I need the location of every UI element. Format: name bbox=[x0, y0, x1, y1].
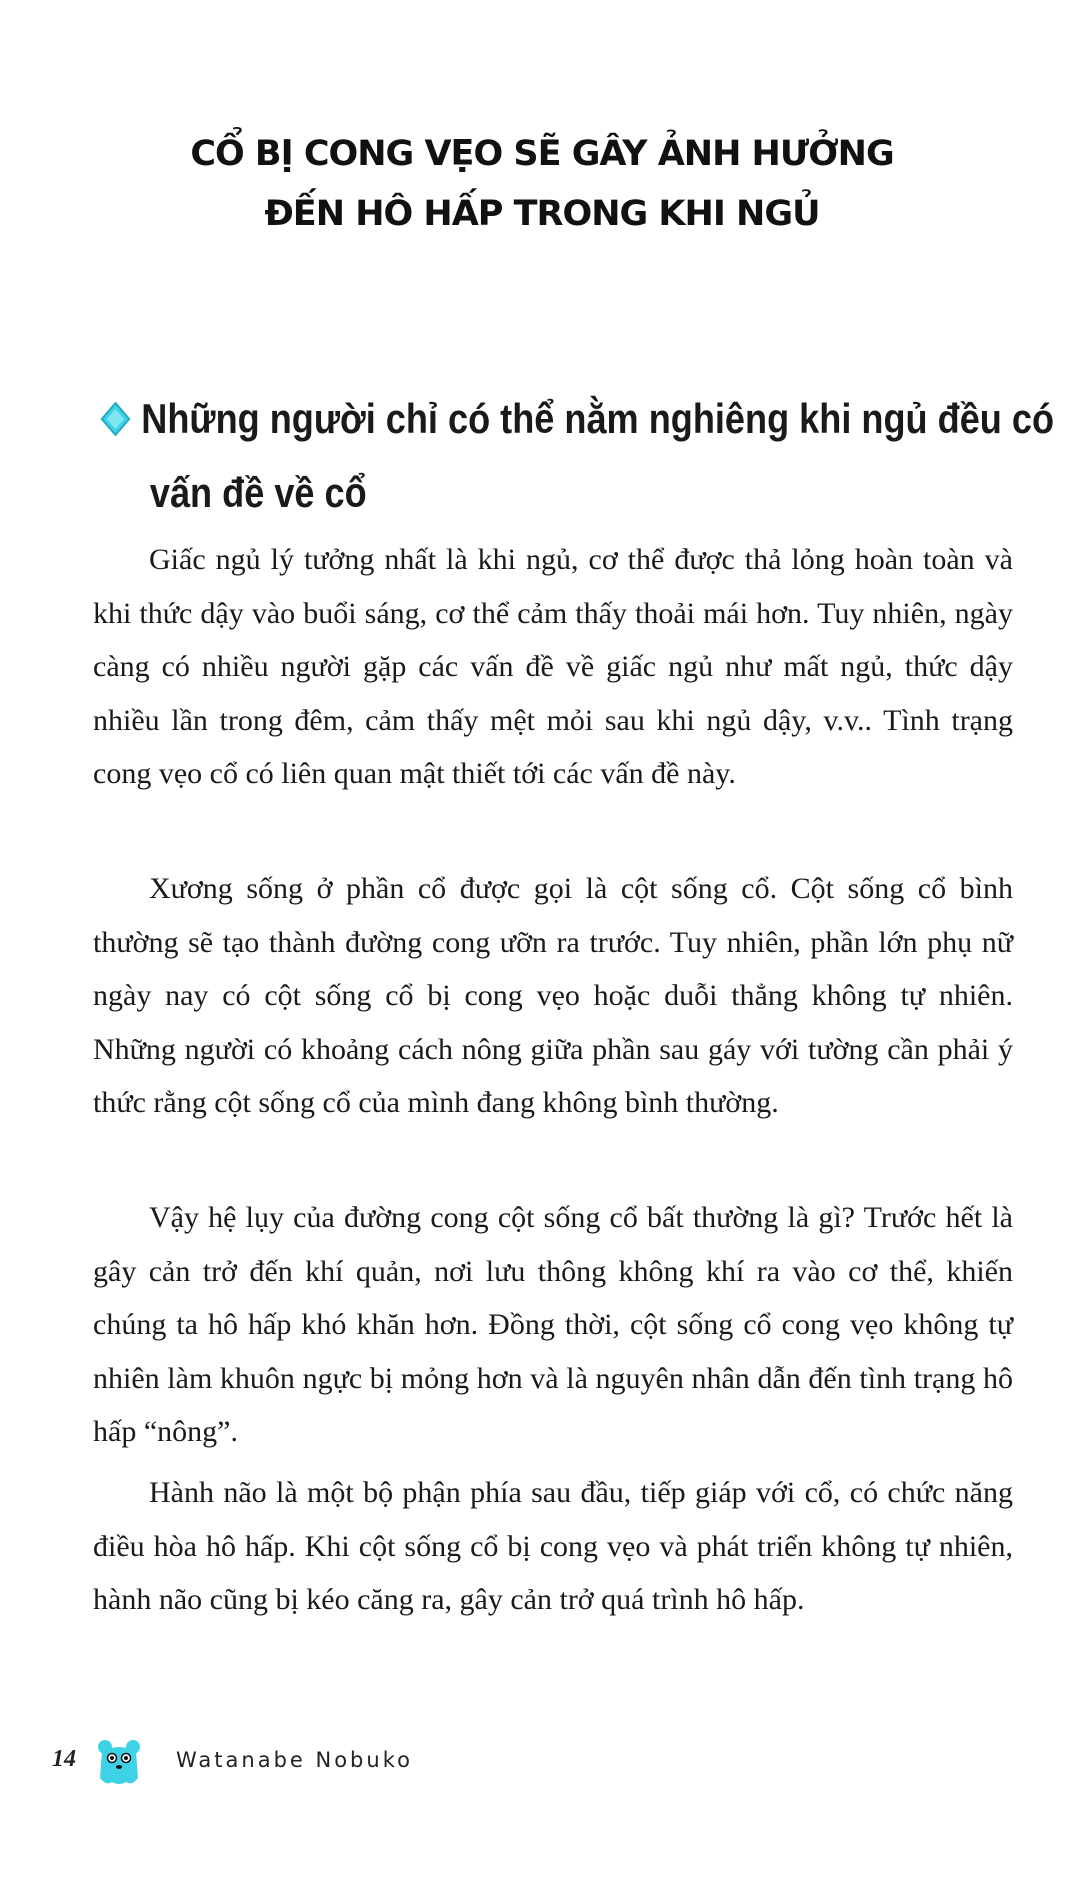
section-heading-line-1 bbox=[100, 382, 1055, 456]
page-number: 14 bbox=[52, 1746, 76, 1772]
section-heading-text-1: Những người chỉ có thể nằm nghiêng khi ngủ đều có bbox=[141, 395, 1055, 442]
paragraph-3 bbox=[93, 1191, 1013, 1459]
paragraph-4 bbox=[93, 1466, 1013, 1627]
chapter-title bbox=[0, 124, 1084, 244]
diamond-icon bbox=[100, 386, 131, 422]
chapter-title-line-2: ĐẾN HÔ HẤP TRONG KHI NGỦ bbox=[264, 194, 820, 234]
paragraph-text: Hành não là một bộ phận phía sau đầu, tiếp giáp với cổ, có chức năng điều hòa hô hấp. Khi cột sống cổ bị cong vẹo và phát triển không tự nhiên, hành não cũng bị kéo căng ra, gây cản trở quá trình hô hấp. bbox=[93, 1476, 1013, 1616]
section-heading-line-2: vấn đề về cổ bbox=[149, 469, 367, 516]
author-name: Watanabe Nobuko bbox=[176, 1748, 413, 1772]
section-heading bbox=[100, 382, 1055, 530]
paragraph-text: Vậy hệ lụy của đường cong cột sống cổ bất thường là gì? Trước hết là gây cản trở đến khí quản, nơi lưu thông không khí ra vào cơ thể, khiến chúng ta hô hấp khó khăn hơn. Đồng thời, cột sống cổ cong vẹo không tự nhiên làm khuôn ngực bị mỏng hơn và là nguyên nhân dẫn đến tình trạng hô hấp “nông”. bbox=[93, 1201, 1013, 1448]
chapter-title-line-1: CỔ BỊ CONG VẸO SẼ GÂY ẢNH HƯỞNG bbox=[190, 134, 894, 174]
paragraph-text: Xương sống ở phần cổ được gọi là cột sống cổ. Cột sống cổ bình thường sẽ tạo thành đường cong ưỡn ra trước. Tuy nhiên, phần lớn phụ nữ ngày nay có cột sống cổ bị cong vẹo hoặc duỗi thẳng không tự nhiên. Những người có khoảng cách nông giữa phần sau gáy với tường cần phải ý thức rằng cột sống cổ của mình đang không bình thường. bbox=[93, 872, 1013, 1119]
page-footer bbox=[52, 1736, 652, 1796]
bear-mascot-icon bbox=[96, 1738, 142, 1788]
paragraph-2 bbox=[93, 862, 1013, 1130]
paragraph-1 bbox=[93, 533, 1013, 801]
paragraph-text: Giấc ngủ lý tưởng nhất là khi ngủ, cơ thể được thả lỏng hoàn toàn và khi thức dậy vào buổi sáng, cơ thể cảm thấy thoải mái hơn. Tuy nhiên, ngày càng có nhiều người gặp các vấn đề về giấc ngủ như mất ngủ, thức dậy nhiều lần trong đêm, cảm thấy mệt mỏi sau khi ngủ dậy, v.v.. Tình trạng cong vẹo cổ có liên quan mật thiết tới các vấn đề này. bbox=[93, 543, 1013, 790]
